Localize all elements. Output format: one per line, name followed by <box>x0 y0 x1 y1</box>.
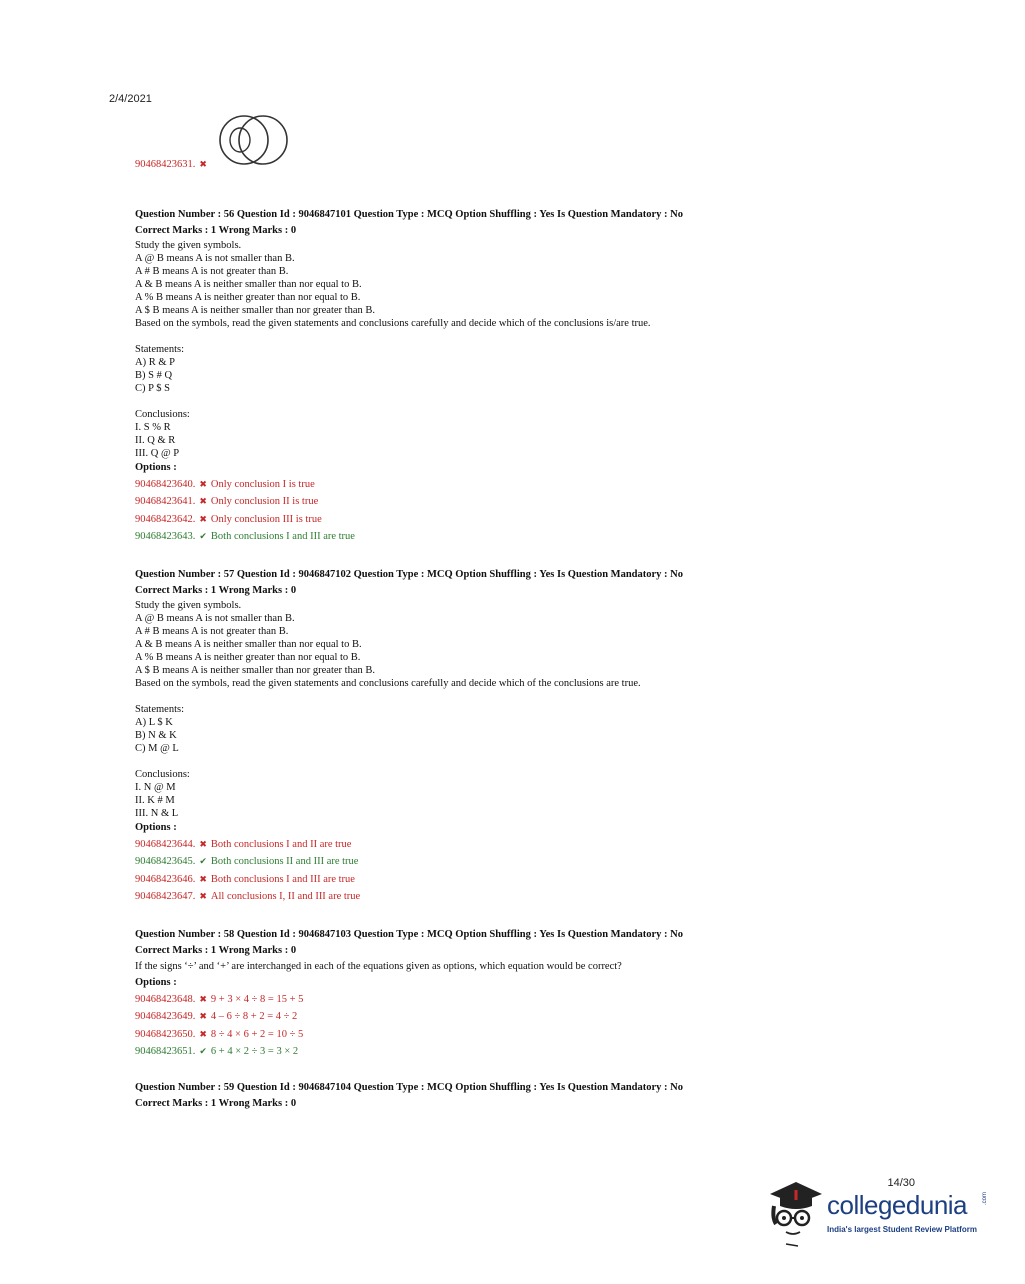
conclusion-line: II. Q & R <box>135 435 176 446</box>
statement-line: B) N & K <box>135 730 177 741</box>
conclusion-line: II. K # M <box>135 795 175 806</box>
wrong-mark-icon: ✖ <box>199 1011 207 1022</box>
conclusion-line: I. S % R <box>135 422 171 433</box>
statement-line: A) L $ K <box>135 717 173 728</box>
statements-heading: Statements: <box>135 344 184 355</box>
option-row: 90468423642. ✖ Only conclusion III is true <box>135 513 322 525</box>
wrong-mark-icon: ✖ <box>199 513 207 524</box>
question-text-line: Based on the symbols, read the given statements and conclusions carefully and decide which of the conclusions are true. <box>135 678 641 689</box>
question-header: Question Number : 57 Question Id : 9046847102 Question Type : MCQ Option Shuffling : Yes Is Question Mandatory : No <box>135 569 683 580</box>
question-59 <box>135 1080 775 1112</box>
check-mark-icon: ✔ <box>199 1046 207 1057</box>
statement-line: A) R & P <box>135 357 175 368</box>
question-text-line: A @ B means A is not smaller than B. <box>135 253 295 264</box>
options-label: Options : <box>135 977 177 988</box>
check-mark-icon: ✔ <box>199 856 207 867</box>
statement-line: C) M @ L <box>135 743 179 754</box>
conclusion-line: III. N & L <box>135 808 179 819</box>
statement-line: C) P $ S <box>135 383 170 394</box>
conclusion-line: III. Q @ P <box>135 448 180 459</box>
wrong-mark-icon: ✖ <box>199 891 207 902</box>
wrong-mark-icon: ✖ <box>199 873 207 884</box>
question-marks: Correct Marks : 1 Wrong Marks : 0 <box>135 945 297 956</box>
question-text-line: Study the given symbols. <box>135 600 242 611</box>
question-text-line: A # B means A is not greater than B. <box>135 626 289 637</box>
page-number: 14/30 <box>887 1177 915 1189</box>
check-mark-icon: ✔ <box>199 531 207 542</box>
brand-tagline: India's largest Student Review Platform <box>827 1225 977 1234</box>
brand-suffix: .com <box>982 1191 988 1205</box>
conclusion-line: I. N @ M <box>135 782 176 793</box>
question-text-line: A & B means A is neither smaller than nor equal to B. <box>135 639 362 650</box>
option-row: 90468423650. ✖ 8 ÷ 4 × 6 + 2 = 10 ÷ 5 <box>135 1028 304 1040</box>
option-row: 90468423640. ✖ Only conclusion I is true <box>135 479 315 490</box>
options-label: Options : <box>135 822 177 833</box>
collegedunia-mascot-logo <box>766 1178 824 1248</box>
option-row: 90468423645. ✔ Both conclusions II and III are true <box>135 856 359 868</box>
question-text-line: A % B means A is neither greater than nor equal to B. <box>135 292 361 303</box>
venn-diagram-image <box>218 114 290 166</box>
question-57 <box>135 567 775 906</box>
question-56 <box>135 207 775 546</box>
conclusions-heading: Conclusions: <box>135 769 190 780</box>
question-text-line: A & B means A is neither smaller than nor equal to B. <box>135 279 362 290</box>
question-marks: Correct Marks : 1 Wrong Marks : 0 <box>135 225 297 236</box>
option-row: 90468423649. ✖ 4 – 6 ÷ 8 + 2 = 4 ÷ 2 <box>135 1011 298 1023</box>
wrong-mark-icon: ✖ <box>199 479 207 489</box>
question-text-line: A # B means A is not greater than B. <box>135 266 289 277</box>
option-row: 90468423644. ✖ Both conclusions I and II are true <box>135 839 352 850</box>
question-text-line: A $ B means A is neither smaller than nor greater than B. <box>135 665 375 676</box>
question-marks: Correct Marks : 1 Wrong Marks : 0 <box>135 585 297 596</box>
question-text-line: A @ B means A is not smaller than B. <box>135 613 295 624</box>
options-label: Options : <box>135 462 177 473</box>
option-row: 90468423648. ✖ 9 + 3 × 4 ÷ 8 = 15 + 5 <box>135 994 304 1005</box>
question-text-line: A % B means A is neither greater than nor equal to B. <box>135 652 361 663</box>
statements-heading: Statements: <box>135 704 184 715</box>
question-header: Question Number : 58 Question Id : 9046847103 Question Type : MCQ Option Shuffling : Yes Is Question Mandatory : No <box>135 929 683 940</box>
conclusions-heading: Conclusions: <box>135 409 190 420</box>
brand-name: collegedunia <box>827 1190 968 1220</box>
wrong-mark-icon: ✖ <box>199 839 207 849</box>
print-date: 2/4/2021 <box>109 93 152 105</box>
question-text-line: Based on the symbols, read the given statements and conclusions carefully and decide which of the conclusions is/are true. <box>135 318 651 329</box>
wrong-mark-icon: ✖ <box>199 1028 207 1039</box>
question-marks: Correct Marks : 1 Wrong Marks : 0 <box>135 1098 297 1109</box>
question-header: Question Number : 59 Question Id : 9046847104 Question Type : MCQ Option Shuffling : Yes Is Question Mandatory : No <box>135 1082 683 1093</box>
wrong-mark-icon: ✖ <box>199 159 207 169</box>
wrong-mark-icon: ✖ <box>199 994 207 1004</box>
option-row: 90468423651. ✔ 6 + 4 × 2 ÷ 3 = 3 × 2 <box>135 1046 299 1058</box>
option-row: 90468423641. ✖ Only conclusion II is true <box>135 496 319 508</box>
previous-option: 90468423631. ✖ <box>135 159 207 170</box>
question-text-line: A $ B means A is neither smaller than nor greater than B. <box>135 305 375 316</box>
question-58 <box>135 927 775 1061</box>
option-row: 90468423643. ✔ Both conclusions I and III are true <box>135 531 355 543</box>
wrong-mark-icon: ✖ <box>199 496 207 507</box>
question-header: Question Number : 56 Question Id : 9046847101 Question Type : MCQ Option Shuffling : Yes Is Question Mandatory : No <box>135 209 683 220</box>
option-row: 90468423647. ✖ All conclusions I, II and III are true <box>135 891 361 903</box>
option-row: 90468423646. ✖ Both conclusions I and III are true <box>135 873 355 885</box>
question-text-line: If the signs ‘÷’ and ‘+’ are interchanged in each of the equations given as options, which equation would be correct? <box>135 961 622 972</box>
statement-line: B) S # Q <box>135 370 173 381</box>
question-text-line: Study the given symbols. <box>135 240 242 251</box>
